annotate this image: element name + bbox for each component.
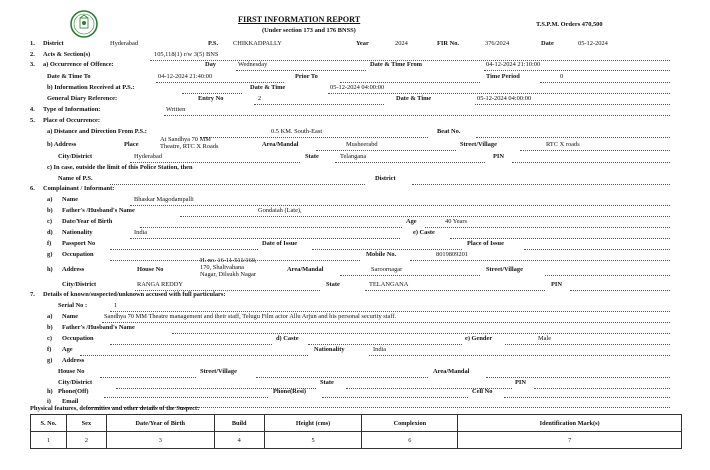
comp-nat-label: Nationality [62,229,93,236]
serial-value: 1 [114,302,118,309]
acc-house-label: House No [58,368,85,375]
acc-state-label: State [320,379,334,386]
acc-name-value: Sandhya 70 MM Theatre management and their staff, Telugu Film actor Allu Arjun and his personal security staff. [104,313,397,320]
fir-label: FIR No. [437,40,460,47]
acc-phone-off-label: Phone(Off) [58,388,89,395]
comp-street-label: Street/Village [486,266,523,273]
city-label: City/District [58,153,93,160]
acc-occ-label: Occupation [62,335,94,342]
comp-city-label: City/District [62,281,97,288]
acc-cell-label: Cell No [472,388,493,395]
beat-label: Beat No. [437,128,461,135]
accused-label: Details of known/suspected/unknown accused with full particulars: [43,291,226,298]
comp-city-value: RANGA REDDY [137,281,183,288]
a-c: c) [47,335,52,342]
fir-date-label: Date [541,40,554,47]
cell-2: 2 [66,432,106,449]
ps-label: P.S. [208,40,219,47]
entry-no-label: Entry No [198,95,224,102]
acc-nat-value: India [373,346,387,353]
area-label: Area/Mandal [262,141,299,148]
acc-email-label: Email [62,398,79,405]
c-h: h) [47,266,53,273]
year-label: Year [356,40,369,47]
date-from-value: 04-12-2024 21:10:00 [486,61,541,68]
page-title: FIRST INFORMATION REPORT [238,15,361,24]
col-height: Height (cms) [264,415,362,432]
ps-value: CHIKKADPALLY [233,40,282,47]
comp-house-line1: H. no. 16-11-511/160, [200,257,257,264]
acc-city-label: City/District [58,379,93,386]
date-to-label: Date & Time To [47,73,91,80]
comp-caste-label: e) Caste [413,229,435,236]
street-value: RTC X roads [546,141,580,148]
comp-area-value: Saroornagar [371,266,403,273]
c-a: a) [47,196,53,203]
acc-pin-label: PIN [515,379,527,386]
info-datetime-label: Date & Time [250,84,286,91]
comp-addr-label: Address [62,266,85,273]
comp-mobile-label: Mobile No. [366,251,397,258]
acc-father-label: Father's /Husband's Name [62,324,135,331]
comp-nat-value: India [134,229,148,236]
pin-label: PIN [493,153,505,160]
distance-value: 0.5 KM. South-East [271,128,323,135]
acc-name-label: Name [62,313,78,320]
s5-num: 5. [30,117,35,124]
date-to-value: 04-12-2024 21:40:00 [158,73,213,80]
comp-house-line3: Nagar, Dilsukh Nagar [200,271,256,278]
place-sub-label: Place [124,141,139,148]
prior-to-label: Prior To [295,73,318,80]
info-received-label: b) Information Received at P.S.: [47,84,135,91]
comp-house-line2: 170, Shalivahana [200,264,245,271]
acts-value: 105,118(1) r/w 3(5) BNS [154,51,219,58]
district-label: District [43,40,64,47]
s7-num: 7. [30,291,35,298]
year-value: 2024 [395,40,408,47]
serial-label: Serial No : [58,302,88,309]
info-type-value: Written [166,106,186,113]
acc-phone-res-label: Phone(Resi) [273,388,307,395]
c-c: c) [47,218,52,225]
cell-1: 1 [31,432,67,449]
time-period-label: Time Period [486,73,520,80]
complainant-label: Complainant / Informant: [43,185,115,192]
c-f: f) [47,240,52,247]
comp-father-value: Gondaiah (Late), [258,207,302,214]
s1-num: 1. [30,40,35,47]
distance-label: a) Distance and Direction From P.S.: [47,128,147,135]
a-g: g) [47,357,53,364]
gd-ref-label: General Diary Reference: [47,95,118,102]
street-label: Street/Village [460,141,497,148]
date-from-label: Date & Time From [370,61,423,68]
physical-heading: Physical features, deformities and other details of the Suspect: [30,405,200,412]
comp-age-value: 40 Years [445,218,468,225]
comp-area-label: Area/Mandal [287,266,324,273]
acc-gender-value: Male [538,335,552,342]
comp-occ-label: Occupation [62,251,94,258]
address-label: b) Address [47,141,77,148]
acc-caste-label: d) Caste [276,335,299,342]
c-d: d) [47,229,53,236]
comp-passport-label: Passport No [62,240,96,247]
col-build: Build [214,415,264,432]
comp-name-label: Name [62,196,78,203]
acc-addr-label: Address [62,357,85,364]
place-line2: Theatre, RTC X Roads [160,143,219,150]
col-id-marks: Identification Mark(s) [458,415,682,432]
cell-6: 6 [362,432,458,449]
a-i: i) [47,398,51,405]
place-line1: At Sandhya 70 MM [160,136,211,143]
state-value: Telangana [340,153,367,160]
col-dob: Date/Year of Birth [106,415,214,432]
time-period-value: 0 [560,73,564,80]
fir-date-value: 05-12-2024 [578,40,608,47]
comp-pin-label: PIN [551,281,563,288]
fir-value: 376/2024 [485,40,510,47]
table-header-row [31,415,682,432]
c-b: b) [47,207,53,214]
page-subtitle: (Under section 173 and 176 BNSS) [262,27,356,34]
state-label: State [305,153,319,160]
acc-age-label: Age [62,346,73,353]
info-type-label: Type of Information: [43,106,101,113]
order-reference: T.S.P.M. Orders 470,500 [536,21,603,28]
day-label: Day [205,61,217,68]
acc-gender-label: e) Gender [465,335,493,342]
a-b: b) [47,324,53,331]
cell-4: 4 [214,432,264,449]
comp-father-label: Father's /Husband's Name [62,207,135,214]
a-f: f) [47,346,52,353]
outside-district-label: District [375,175,396,182]
state-emblem-icon [70,10,98,38]
s2-num: 2. [30,51,35,58]
gd-datetime-label: Date & Time [396,95,432,102]
comp-age-label: Age [406,218,417,225]
comp-dob-label: Date/Year of Birth [62,218,113,225]
cell-5: 5 [264,432,362,449]
table-row [31,432,682,449]
gd-datetime-value: 05-12-2024 04:00:00 [477,95,532,102]
cell-3: 3 [106,432,214,449]
s6-num: 6. [30,185,35,192]
cell-7: 7 [458,432,682,449]
comp-place-issue-label: Place of Issue [467,240,504,247]
comp-state-label: State [326,281,340,288]
district-value: Hyderabad [110,40,139,47]
comp-mobile-value: 8019809201 [436,251,468,258]
entry-no-value: 2 [258,95,262,102]
a-a: a) [47,313,53,320]
acc-area-label: Area/Mandal [433,368,470,375]
info-datetime-value: 05-12-2024 04:00:00 [330,84,385,91]
city-value: Hyderabad [134,153,163,160]
occurrence-label: a) Occurrence of Offence: [43,61,114,68]
s3-num: 3. [30,61,35,68]
acts-label: Acts & Section(s) [43,51,91,58]
s4-num: 4. [30,106,35,113]
ps-name-label: Name of P.S. [58,175,93,182]
acc-nat-label: Nationality [314,346,345,353]
col-complexion: Complexion [362,415,458,432]
comp-state-value: TELANGANA [369,281,409,288]
a-h: h) [47,388,53,395]
day-value: Wednesday [238,61,268,68]
c-g: g) [47,251,53,258]
acc-street-label: Street/Village [200,368,237,375]
comp-issue-label: Date of Issue [262,240,298,247]
col-sno: S. No. [31,415,67,432]
comp-house-label: House No [137,266,164,273]
area-value: Musheerabd [346,141,378,148]
outside-limit-label: c) In case, outside the limit of this Police Station, then [47,164,193,171]
col-sex: Sex [66,415,106,432]
place-label: Place of Occurrence: [43,117,101,124]
physical-features-table [30,414,682,449]
comp-name-value: Bhaskar Magodampalli [134,196,194,203]
